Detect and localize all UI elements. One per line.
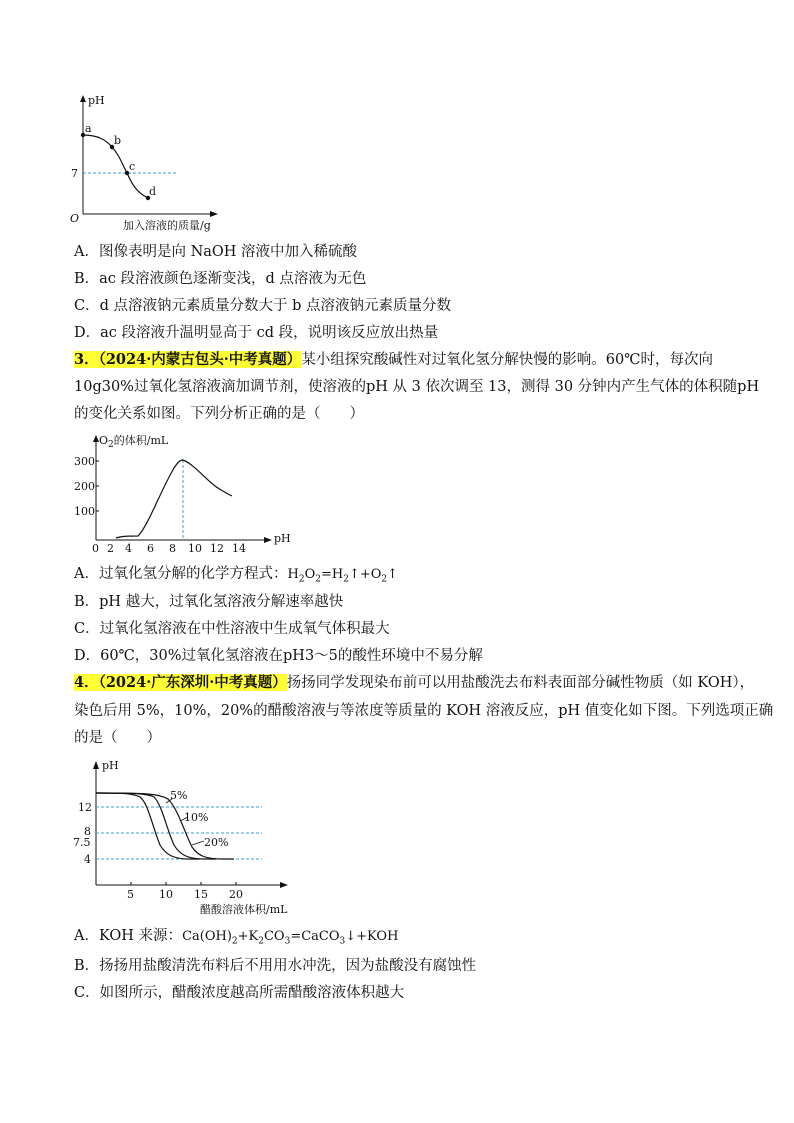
q2-option-a: A．图像表明是向 NaOH 溶液中加入稀硫酸 xyxy=(74,244,358,260)
figure-1-ph-curve xyxy=(60,92,240,232)
fig3-series-label-10pct: 10% xyxy=(184,811,209,824)
fig2-x-label: pH xyxy=(274,532,291,545)
fig3-xtick-label-15: 15 xyxy=(194,888,208,901)
fig1-y-arrow xyxy=(80,95,86,102)
fig1-x-arrow xyxy=(210,211,218,217)
fig2-xtick-6: 6 xyxy=(147,542,154,555)
q3-option-a xyxy=(74,564,398,590)
q2-option-d: D．ac 段溶液升温明显高于 cd 段，说明该反应放出热量 xyxy=(74,325,439,341)
q4-stem-line2: 染色后用 5%，10%，20%的醋酸溶液与等浓度等质量的 KOH 溶液反应，pH 值变化如下图。下列选项正确 xyxy=(74,703,774,719)
q3-option-d: D．60℃，30%过氧化氢溶液在pH3～5的酸性环境中不易分解 xyxy=(74,648,483,664)
fig3-curve-20pct xyxy=(96,793,234,859)
fig1-label-a: a xyxy=(85,122,92,135)
fig2-xtick-12: 12 xyxy=(210,542,224,555)
fig2-ytick-label-300: 300 xyxy=(74,455,95,468)
q4-option-c: C．如图所示，醋酸浓度越高所需醋酸溶液体积越大 xyxy=(74,985,405,1001)
figure-3-titration-chart xyxy=(70,755,300,920)
fig3-xtick-label-20: 20 xyxy=(229,888,243,901)
fig3-y-label: pH xyxy=(102,759,119,772)
fig2-xtick-14: 14 xyxy=(232,542,246,555)
fig2-ytick-label-100: 100 xyxy=(74,505,95,518)
fig2-xtick-2: 2 xyxy=(107,542,114,555)
q4-source-tag: 4．（2024·广东深圳·中考真题） xyxy=(74,674,287,691)
fig1-origin: O xyxy=(70,212,80,225)
q2-option-b: B．ac 段溶液颜色逐渐变浅，d 点溶液为无色 xyxy=(74,271,367,287)
q4-option-a xyxy=(74,926,398,952)
fig1-tick-7: 7 xyxy=(71,167,78,180)
fig3-x-arrow xyxy=(280,882,288,888)
fig2-y-label: $O_2$的体积/mL xyxy=(99,434,169,450)
q3-stem-line2: 10g30%过氧化氢溶液滴加调节剂，使溶液的pH 从 3 依次调至 13，测得 30 分钟内产生气体的体积随pH xyxy=(74,379,760,395)
fig3-x-label: 醋酸溶液体积/mL xyxy=(200,903,288,916)
fig2-xtick-4: 4 xyxy=(125,542,132,555)
fig1-label-b: b xyxy=(114,134,122,147)
fig3-ytick-label-4: 4 xyxy=(84,853,91,866)
fig3-ytick-label-7.5: 7.5 xyxy=(73,836,91,849)
q3-option-a-text: A．过氧化氢分解的化学方程式： xyxy=(74,566,288,582)
fig2-curve xyxy=(116,460,232,538)
q3-stem-line1 xyxy=(74,350,713,370)
q4-option-b: B．扬扬用盐酸清洗布料后不用用水冲洗，因为盐酸没有腐蚀性 xyxy=(74,958,477,974)
q3-option-b: B．pH 越大，过氧化氢溶液分解速率越快 xyxy=(74,594,344,610)
q4-stem-line3: 的是（ ） xyxy=(74,730,161,746)
fig1-x-label: 加入溶液的质量/g xyxy=(123,219,211,232)
q4-stem-line1 xyxy=(74,673,754,693)
figure-2-o2-volume-chart xyxy=(70,430,300,555)
q3-option-a-equation: $H_2O_2=H_2↑+O_2↑$ xyxy=(287,567,399,585)
q4-option-a-equation: $Ca(OH)_2+K_2CO_3=CaCO_3↓+KOH$ xyxy=(182,929,399,947)
q4-option-a-text: A．KOH 来源： xyxy=(74,928,183,944)
fig2-ytick-label-200: 200 xyxy=(74,480,95,493)
q3-stem-text1: 某小组探究酸碱性对过氧化氢分解快慢的影响。60℃时，每次向 xyxy=(301,352,713,368)
fig3-xtick-label-5: 5 xyxy=(127,888,134,901)
fig1-y-label: pH xyxy=(88,94,105,107)
q3-option-c: C．过氧化氢溶液在中性溶液中生成氧气体积最大 xyxy=(74,621,390,637)
fig3-curve-10pct xyxy=(96,793,216,859)
q3-stem-line3: 的变化关系如图。下列分析正确的是（ ） xyxy=(74,406,364,422)
fig3-ytick-label-12: 12 xyxy=(78,801,92,814)
q2-option-c: C．d 点溶液钠元素质量分数大于 b 点溶液钠元素质量分数 xyxy=(74,298,451,314)
fig3-leader-20pct xyxy=(192,841,204,845)
fig3-xtick-label-10: 10 xyxy=(159,888,173,901)
q3-source-tag: 3．（2024·内蒙古包头·中考真题） xyxy=(74,351,302,368)
fig2-x-arrow xyxy=(264,537,272,543)
fig3-series-label-20pct: 20% xyxy=(204,836,229,849)
fig2-xtick-0: 0 xyxy=(92,542,99,555)
fig3-series-label-5pct: 5% xyxy=(170,789,188,802)
fig3-curve-5pct xyxy=(96,793,200,859)
fig3-y-arrow xyxy=(93,761,99,769)
fig1-label-c: c xyxy=(129,160,136,173)
fig2-xtick-10: 10 xyxy=(188,542,202,555)
fig1-label-d: d xyxy=(149,185,157,198)
q4-stem-text1: 扬扬同学发现染布前可以用盐酸洗去布料表面部分碱性物质（如 KOH）， xyxy=(286,675,755,691)
fig2-xtick-8: 8 xyxy=(169,542,176,555)
fig3-ytick-label-8: 8 xyxy=(84,825,91,838)
